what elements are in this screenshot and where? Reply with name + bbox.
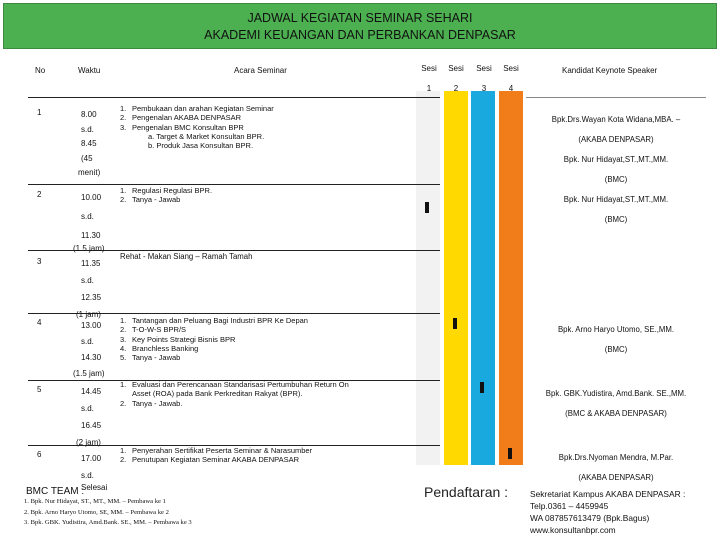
row-2-agenda [120, 186, 212, 205]
agenda-item: 3. Key Points Strategi Bisnis BPR [120, 334, 236, 344]
row-2-speaker: Bpk. Nur Hidayat,ST.,MT.,MM. (BMC) [563, 195, 669, 224]
row-6-agenda [120, 446, 312, 465]
session-marker [480, 382, 484, 393]
header-divider-right [526, 97, 706, 98]
team-member: 3. Bpk. GBK. Yudistira, Amd.Bank. SE., MM. – Pembawa ke 3 [24, 519, 192, 526]
page-header [3, 3, 717, 49]
row-6-no: 6 [37, 450, 42, 459]
row-3-no: 3 [37, 257, 42, 266]
sesi-number: 4 [508, 84, 514, 93]
sesi-1-bar [416, 91, 440, 465]
team-member: 1. Bpk. Nur Hidayat, ST., MT., MM. – Pembawa ke 1 [24, 498, 166, 505]
time-line: 8.00 [81, 110, 97, 119]
secretariat: Sekretariat Kampus AKABA DENPASAR : [530, 489, 686, 499]
sesi-4-bar [499, 91, 523, 465]
row-1-time [78, 108, 101, 181]
col-sesi-2 [446, 64, 466, 94]
row-divider [28, 184, 440, 185]
session-marker [425, 202, 429, 213]
time-line: menit) [78, 168, 101, 178]
agenda-item: 3. Pengenalan BMC Konsultan BPR [120, 122, 244, 132]
col-speaker: Kandidat Keynote Speaker [562, 66, 658, 75]
time-line: s.d. [81, 124, 94, 134]
sesi-number: 3 [481, 84, 487, 93]
sesi-label: Sesi [421, 64, 437, 73]
row-4-time: 13.00 s.d. 14.30 (1.5 jam) [73, 321, 105, 378]
col-sesi-4 [501, 64, 521, 94]
row-1-no: 1 [37, 108, 42, 117]
agenda-item: 1. Pembukaan dan arahan Kegiatan Seminar [120, 104, 274, 113]
agenda-item: 2. Tanya - Jawab [120, 195, 181, 205]
sesi-3-bar [471, 91, 495, 465]
row-5-agenda [120, 380, 349, 408]
row-4-speaker: Bpk. Arno Haryo Utomo, SE.,MM. (BMC) [557, 325, 675, 354]
agenda-item: 1. Tantangan dan Peluang Bagi Industri BPR Ke Depan [120, 316, 308, 325]
whatsapp: WA 087857613479 (Bpk.Bagus) [530, 513, 650, 523]
agenda-item: 2. T-O-W-S BPR/S [120, 325, 187, 335]
session-marker [508, 448, 512, 459]
sesi-2-bar [444, 91, 468, 465]
sesi-number: 2 [453, 84, 459, 93]
row-3-time: 11.35 s.d. 12.35 (1 jam) [76, 259, 102, 319]
row-3-break: Rehat - Makan Siang – Ramah Tamah [120, 252, 253, 261]
col-no: No [35, 66, 46, 75]
sesi-label: Sesi [448, 64, 464, 73]
bmc-team-title: BMC TEAM : [26, 486, 85, 497]
col-sesi-1 [419, 64, 439, 94]
website-link[interactable]: www.konsultanbpr.com [530, 525, 616, 535]
agenda-subitem: b. Produk Jasa Konsultan BPR. [148, 141, 254, 151]
agenda-item: 2. Penutupan Kegiatan Seminar AKABA DENPASAR [120, 455, 300, 465]
row-5-no: 5 [37, 385, 42, 394]
col-acara: Acara Seminar [234, 66, 287, 75]
row-6-speaker: Bpk.Drs.Nyoman Mendra, M.Par. (AKABA DENPASAR) [558, 453, 674, 482]
sesi-label: Sesi [476, 64, 492, 73]
sesi-label: Sesi [503, 64, 519, 73]
row-2-no: 2 [37, 190, 42, 199]
time-line: (45 [81, 153, 93, 163]
pendaftaran-label: Pendaftaran : [424, 484, 509, 500]
row-5-speaker: Bpk. GBK.Yudistira, Amd.Bank. SE.,MM. (BMC & AKABA DENPASAR) [545, 389, 687, 418]
agenda-item: 4. Branchless Banking [120, 343, 199, 353]
row-2-time: 10.00 s.d. 11.30 (1.5 jam) [73, 193, 105, 253]
bmc-team-list [24, 497, 192, 529]
session-marker [453, 318, 457, 329]
header-divider [28, 97, 440, 98]
col-waktu: Waktu [78, 66, 101, 75]
time-line: 8.45 [81, 139, 97, 149]
agenda-item-cont: Asset (ROA) pada Bank Perkreditan Rakyat (BPR). [132, 389, 303, 399]
row-5-time: 14.45 s.d. 16.45 (2 jam) [76, 387, 102, 447]
row-1-agenda [120, 104, 274, 150]
agenda-item: 1. Regulasi Regulasi BPR. [120, 186, 213, 195]
agenda-item: 2. Pengenalan AKABA DENPASAR [120, 113, 242, 123]
agenda-item: 1. Evaluasi dan Perencanaan Standarisasi Pertumbuhan Return On [120, 380, 349, 389]
col-sesi-3 [474, 64, 494, 94]
agenda-item: 1. Penyerahan Sertifikat Peserta Seminar & Narasumber [120, 446, 313, 455]
agenda-subitem: a. Target & Market Konsultan BPR. [148, 131, 265, 141]
agenda-item: 5. Tanya - Jawab [120, 353, 181, 363]
row-6-time: 17.00 s.d. Selesai [81, 454, 108, 492]
pendaftaran-info [530, 488, 685, 536]
row-4-agenda [120, 316, 308, 362]
team-member: 2. Bpk. Arno Haryo Utomo, SE, MM. – Pembawa ke 2 [24, 508, 169, 516]
title-line-2: AKADEMI KEUANGAN DAN PERBANKAN DENPASAR [204, 28, 516, 42]
title-line-1: JADWAL KEGIATAN SEMINAR SEHARI [247, 11, 473, 25]
agenda-item: 2. Tanya - Jawab. [120, 398, 183, 408]
row-1-speaker: Bpk.Drs.Wayan Kota Widana,MBA. – (AKABA DENPASAR) Bpk. Nur Hidayat,ST.,MT.,MM. (BMC) [551, 115, 681, 184]
phone: Telp.0361 – 4459945 [530, 501, 609, 511]
row-4-no: 4 [37, 318, 42, 327]
sesi-number: 1 [426, 84, 432, 93]
